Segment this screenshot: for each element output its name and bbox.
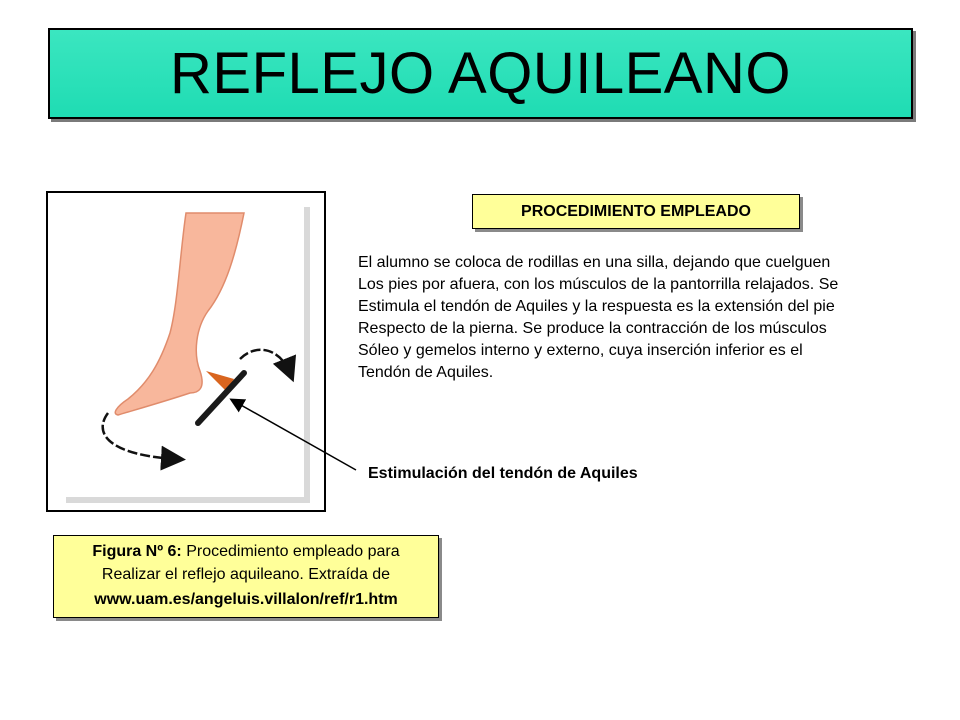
caption-label: Figura Nº 6:: [92, 543, 182, 560]
caption-text-1: Procedimiento empleado para: [181, 543, 400, 560]
caption-text-2: Realizar el reflejo aquileano. Extraída de: [101, 566, 391, 583]
procedure-line: Respecto de la pierna. Se produce la contracción de los músculos: [358, 320, 827, 337]
pointer-label: Estimulación del tendón de Aquiles: [368, 465, 638, 482]
procedure-line: El alumno se coloca de rodillas en una silla, dejando que cuelguen: [358, 254, 831, 271]
figure-caption: [53, 535, 439, 618]
page-title: REFLEJO AQUILEANO: [170, 41, 791, 106]
caption-url-link[interactable]: www.uam.es/angeluis.villalon/ref/r1.htm: [94, 591, 398, 608]
procedure-line: Los pies por afuera, con los músculos de la pantorrilla relajados. Se: [358, 276, 839, 293]
procedure-line: Tendón de Aquiles.: [358, 364, 494, 381]
procedure-description: [358, 252, 928, 384]
procedure-heading-box: [472, 194, 800, 229]
procedure-heading: PROCEDIMIENTO EMPLEADO: [521, 202, 751, 220]
procedure-line: Sóleo y gemelos interno y externo, cuya inserción inferior es el: [358, 342, 803, 359]
procedure-line: Estimula el tendón de Aquiles y la respuesta es la extensión del pie: [358, 298, 835, 315]
